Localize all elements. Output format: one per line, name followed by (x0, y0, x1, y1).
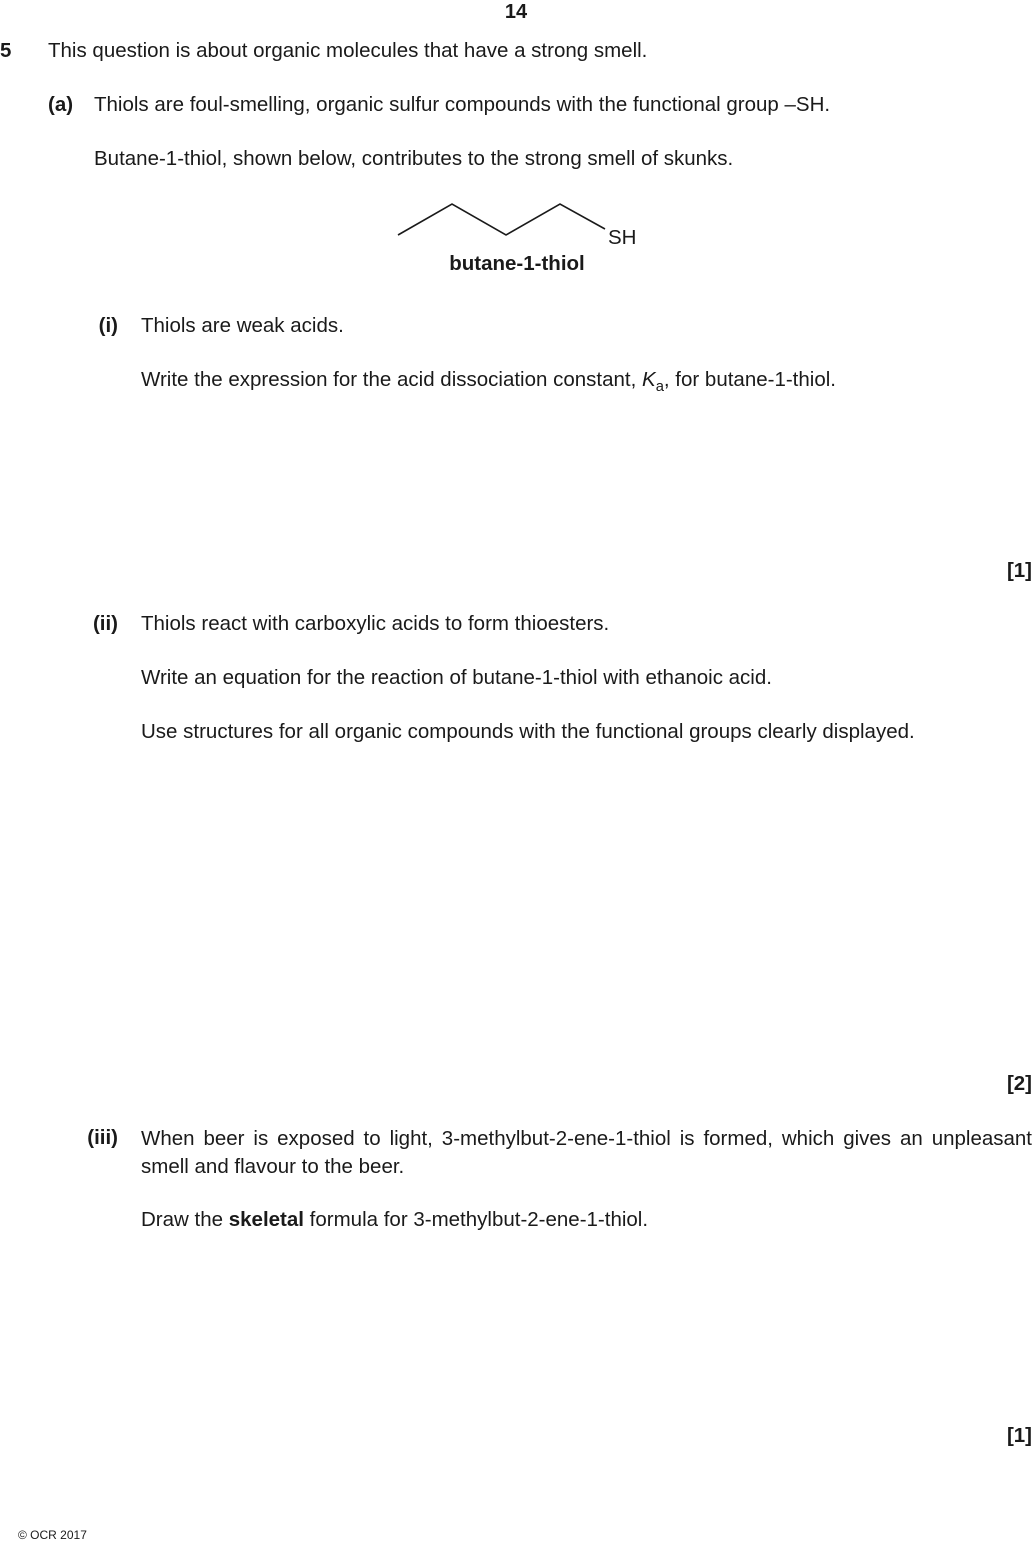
sub-ii-line1: Thiols react with carboxylic acids to form thioesters. (141, 612, 610, 635)
sub-i-line2-before: Write the expression for the acid dissociation constant, (141, 368, 642, 391)
thiol-group-label: SH (608, 226, 637, 249)
part-a-intro: Thiols are foul-smelling, organic sulfur compounds with the functional group –SH. (94, 93, 831, 116)
sub-ii-line3: Use structures for all organic compounds with the functional groups clearly displayed. (141, 720, 915, 743)
carbon-chain (398, 204, 605, 235)
part-a-label: (a) (48, 93, 74, 116)
molecule-caption: butane-1-thiol (449, 252, 585, 275)
ka-subscript: a (655, 379, 664, 396)
skeletal-formula-diagram (390, 196, 660, 286)
sub-ii-label: (ii) (92, 612, 118, 635)
mark-ii: [2] (1006, 1072, 1032, 1095)
question-stem: This question is about organic molecules that have a strong smell. (48, 39, 648, 62)
sub-iii-line2-before: Draw the (141, 1208, 229, 1231)
butane-1-thiol-structure (390, 196, 660, 286)
sub-iii-label: (iii) (87, 1126, 118, 1149)
sub-iii-line2 (141, 1207, 648, 1233)
part-a-description: Butane-1-thiol, shown below, contributes to the strong smell of skunks. (94, 147, 734, 170)
sub-i-label: (i) (98, 314, 118, 337)
sub-iii-line2-after: formula for 3-methylbut-2-ene-1-thiol. (303, 1208, 649, 1231)
mark-i: [1] (1006, 559, 1032, 582)
question-number: 5 (0, 39, 12, 62)
copyright-footer: © OCR 2017 (18, 1528, 87, 1542)
sub-i-line1: Thiols are weak acids. (141, 314, 344, 337)
sub-ii-line2: Write an equation for the reaction of butane-1-thiol with ethanoic acid. (141, 666, 772, 689)
page-number: 14 (504, 1, 528, 23)
ka-symbol: K (642, 368, 656, 391)
sub-i-line2 (141, 367, 836, 397)
mark-iii: [1] (1006, 1424, 1032, 1447)
sub-i-line2-after: , for butane-1-thiol. (663, 368, 836, 391)
sub-iii-line2-bold: skeletal (228, 1208, 304, 1231)
sub-iii-line1: When beer is exposed to light, 3-methylbut-2-ene-1-thiol is formed, which gives an unpleasant smell and flavour to the beer. (141, 1127, 1032, 1178)
